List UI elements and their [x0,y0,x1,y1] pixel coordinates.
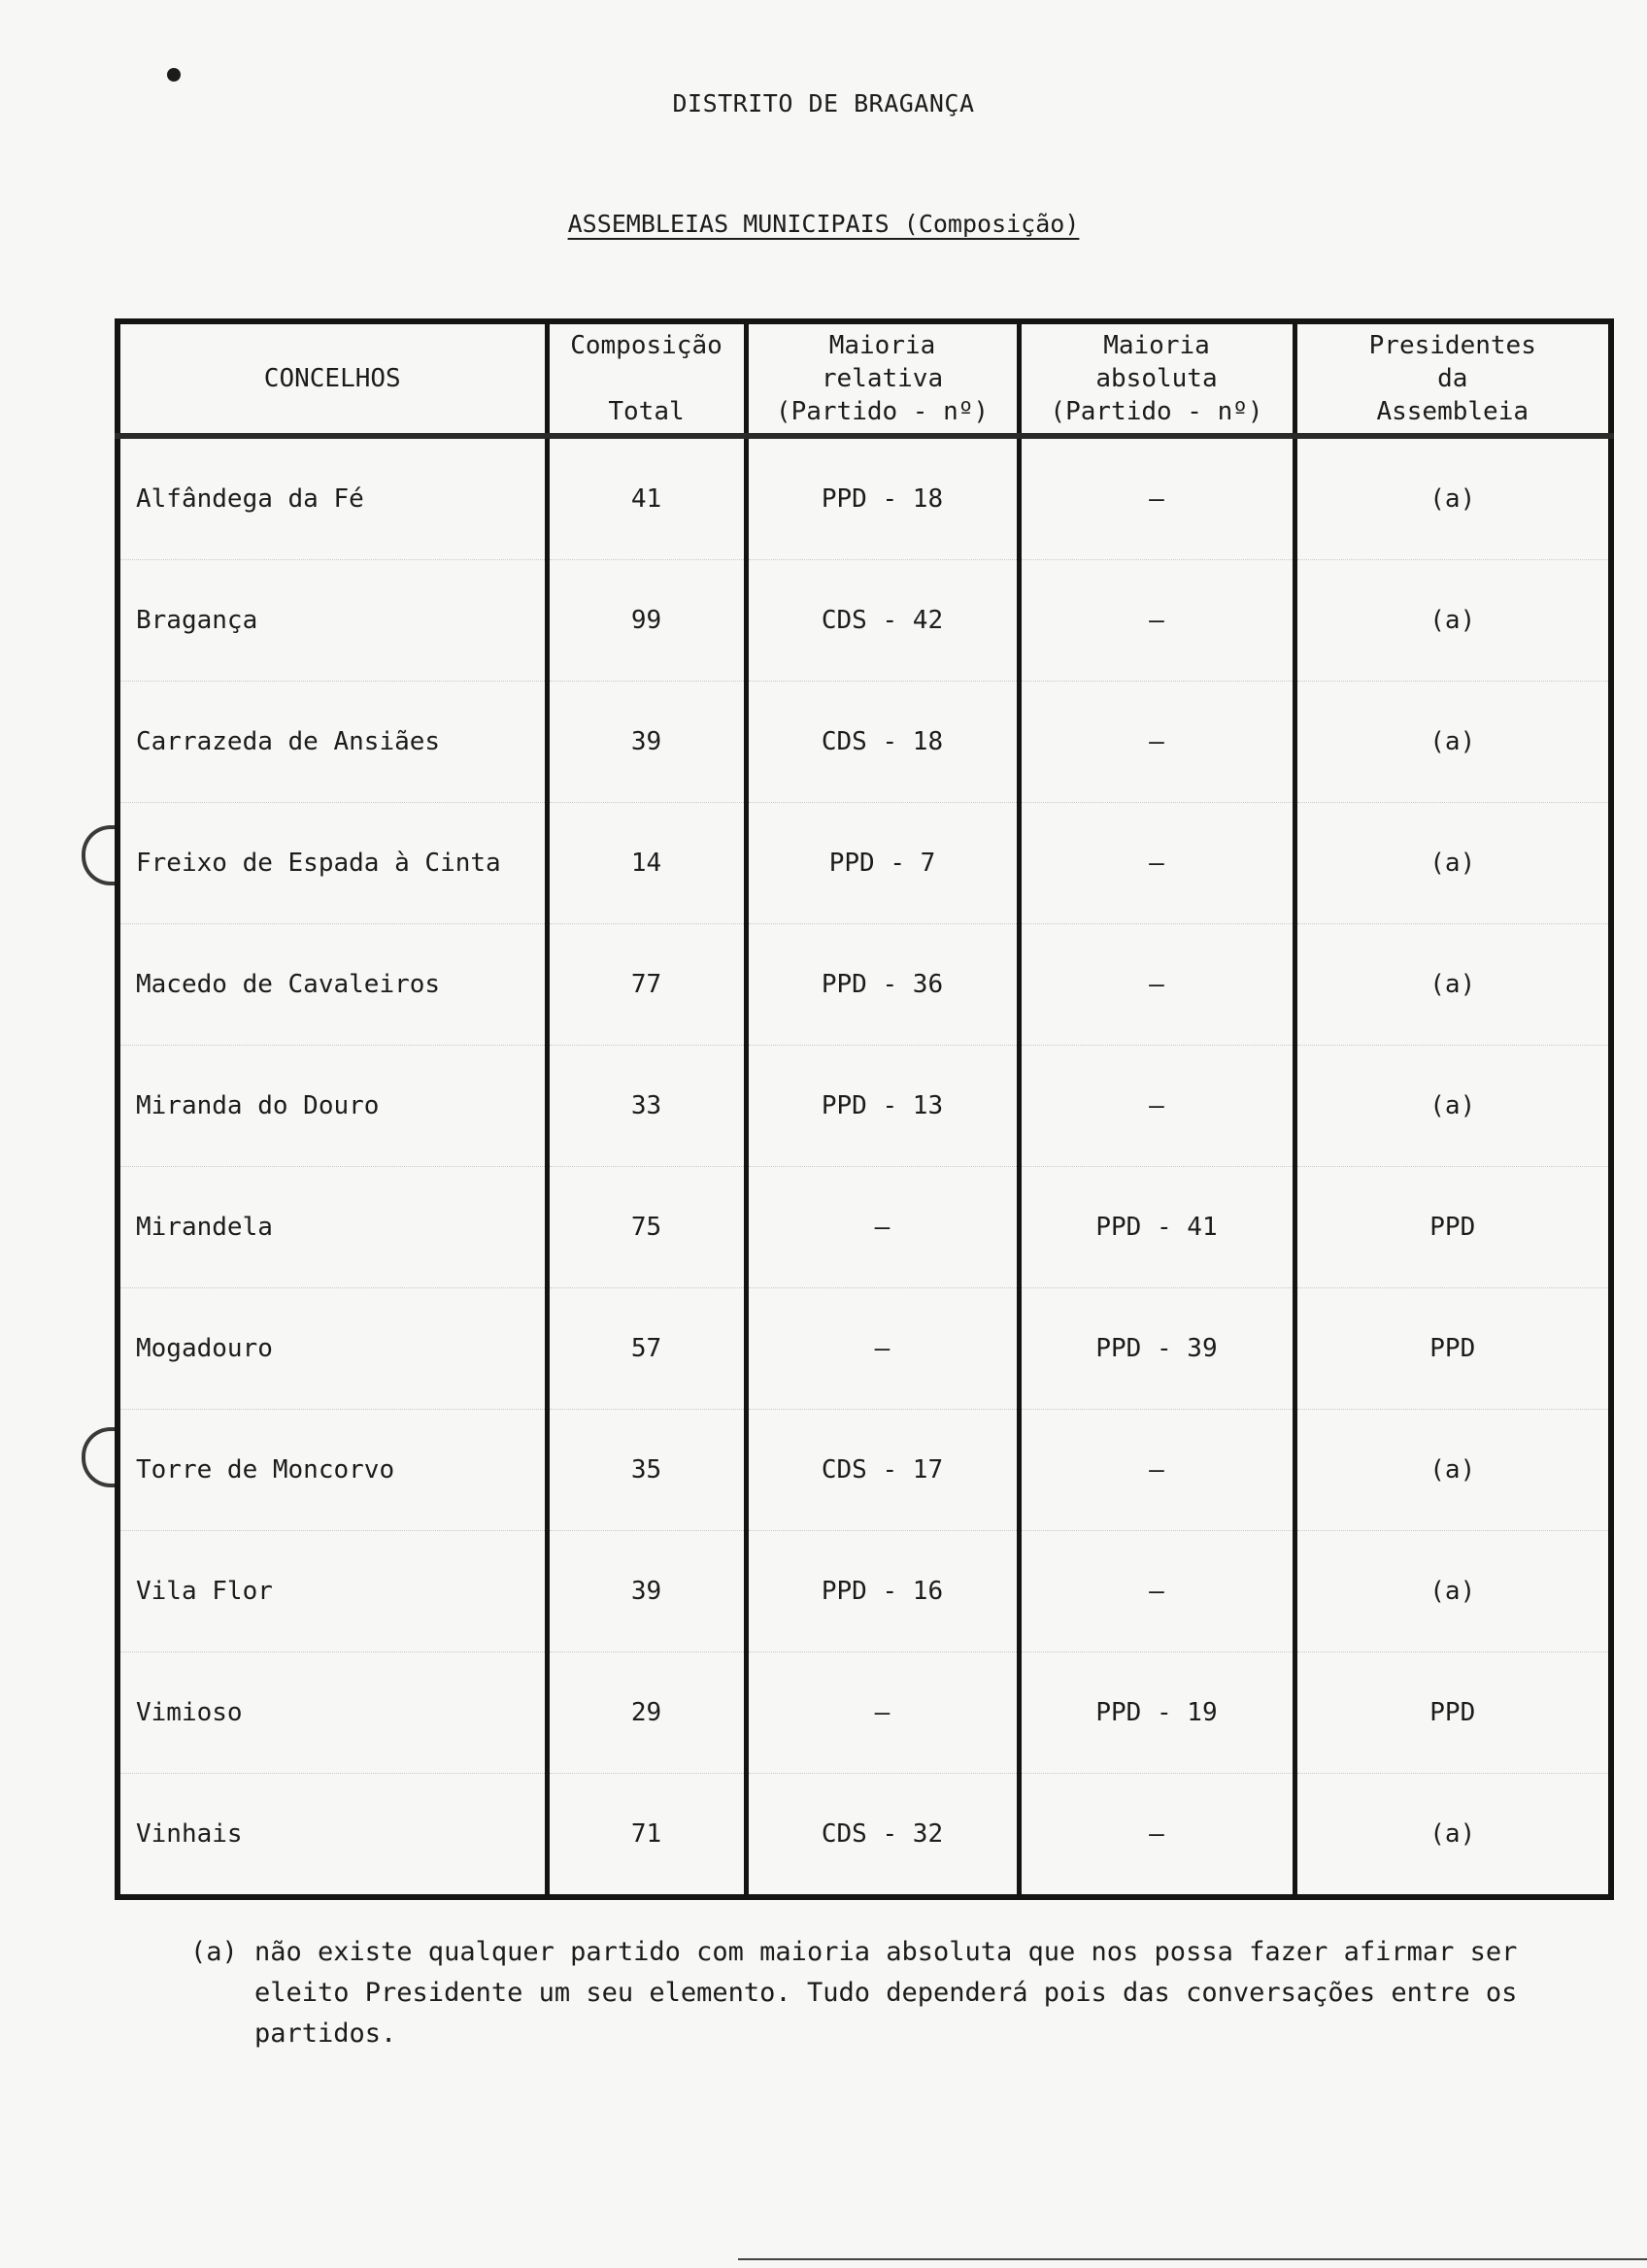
cell-maioria-absoluta: — [1019,1410,1294,1531]
cell-concelho: Mirandela [118,1167,547,1288]
cell-presidente: (a) [1294,1531,1611,1652]
cell-presidente: (a) [1294,803,1611,924]
cell-total: 33 [547,1046,746,1167]
ink-dot [167,68,181,82]
cell-presidente: (a) [1294,682,1611,803]
cell-concelho: Carrazeda de Ansiães [118,682,547,803]
cell-presidente: (a) [1294,924,1611,1046]
cell-concelho: Vila Flor [118,1531,547,1652]
cell-total: 99 [547,560,746,682]
cell-presidente: (a) [1294,1046,1611,1167]
cell-concelho: Miranda do Douro [118,1046,547,1167]
header-maioria-relativa: Maioria relativa (Partido - nº) [746,321,1019,436]
cell-maioria-absoluta: — [1019,682,1294,803]
cell-presidente: (a) [1294,560,1611,682]
table-row [118,1410,1611,1531]
footnote-text: não existe qualquer partido com maioria absoluta que nos possa fazer afirmar ser eleito Presidente um seu elemento. Tudo dependerá pois das conversações entre os partidos. [254,1937,1518,2049]
cell-maioria-relativa: PPD - 13 [746,1046,1019,1167]
cell-maioria-absoluta: PPD - 39 [1019,1288,1294,1410]
cell-maioria-absoluta: — [1019,436,1294,560]
table-row [118,682,1611,803]
table-row [118,1167,1611,1288]
footnote-marker: (a) [190,1937,238,1967]
table-row [118,1774,1611,1898]
table-row [118,1531,1611,1652]
cell-total: 35 [547,1410,746,1531]
cell-concelho: Bragança [118,560,547,682]
cell-presidente: (a) [1294,1774,1611,1898]
cell-maioria-relativa: PPD - 16 [746,1531,1019,1652]
cell-maioria-absoluta: — [1019,1046,1294,1167]
cell-concelho: Torre de Moncorvo [118,1410,547,1531]
cell-presidente: PPD [1294,1652,1611,1774]
cell-maioria-absoluta: — [1019,1531,1294,1652]
cell-total: 75 [547,1167,746,1288]
cell-total: 41 [547,436,746,560]
table-row [118,1046,1611,1167]
cell-total: 77 [547,924,746,1046]
footnote [190,1932,1589,2054]
cell-presidente: (a) [1294,436,1611,560]
cell-maioria-absoluta: — [1019,560,1294,682]
cell-concelho: Alfândega da Fé [118,436,547,560]
cell-presidente: (a) [1294,1410,1611,1531]
table-row [118,924,1611,1046]
bottom-rule [738,2258,1647,2260]
table-row [118,1288,1611,1410]
table-row [118,803,1611,924]
cell-maioria-relativa: — [746,1288,1019,1410]
cell-maioria-relativa: — [746,1167,1019,1288]
cell-concelho: Freixo de Espada à Cinta [118,803,547,924]
cell-maioria-relativa: CDS - 32 [746,1774,1019,1898]
header-concelhos: CONCELHOS [118,321,547,436]
cell-concelho: Macedo de Cavaleiros [118,924,547,1046]
header-presidentes: Presidentes da Assembleia [1294,321,1611,436]
cell-maioria-relativa: PPD - 36 [746,924,1019,1046]
cell-maioria-absoluta: — [1019,1774,1294,1898]
cell-presidente: PPD [1294,1288,1611,1410]
cell-maioria-absoluta: — [1019,924,1294,1046]
cell-total: 39 [547,682,746,803]
cell-concelho: Vimioso [118,1652,547,1774]
header-composicao: Composição Total [547,321,746,436]
cell-maioria-relativa: CDS - 18 [746,682,1019,803]
cell-maioria-relativa: CDS - 42 [746,560,1019,682]
district-title: DISTRITO DE BRAGANÇA [672,89,975,117]
subtitle-text: ASSEMBLEIAS MUNICIPAIS (Composição) [567,210,1080,238]
cell-maioria-relativa: PPD - 7 [746,803,1019,924]
cell-total: 29 [547,1652,746,1774]
cell-total: 39 [547,1531,746,1652]
punch-hole-mark [82,825,118,885]
punch-hole-mark [82,1427,118,1487]
cell-maioria-absoluta: PPD - 41 [1019,1167,1294,1288]
cell-maioria-absoluta: PPD - 19 [1019,1652,1294,1774]
assemblies-table [115,318,1614,1900]
cell-presidente: PPD [1294,1167,1611,1288]
table-header-row [118,321,1611,436]
cell-total: 14 [547,803,746,924]
table-row [118,1652,1611,1774]
cell-maioria-relativa: — [746,1652,1019,1774]
cell-maioria-absoluta: — [1019,803,1294,924]
table-row [118,560,1611,682]
cell-maioria-relativa: CDS - 17 [746,1410,1019,1531]
cell-total: 57 [547,1288,746,1410]
cell-concelho: Vinhais [118,1774,547,1898]
table-row [118,436,1611,560]
table-subtitle [0,210,1647,238]
header-maioria-absoluta: Maioria absoluta (Partido - nº) [1019,321,1294,436]
cell-maioria-relativa: PPD - 18 [746,436,1019,560]
cell-total: 71 [547,1774,746,1898]
cell-concelho: Mogadouro [118,1288,547,1410]
